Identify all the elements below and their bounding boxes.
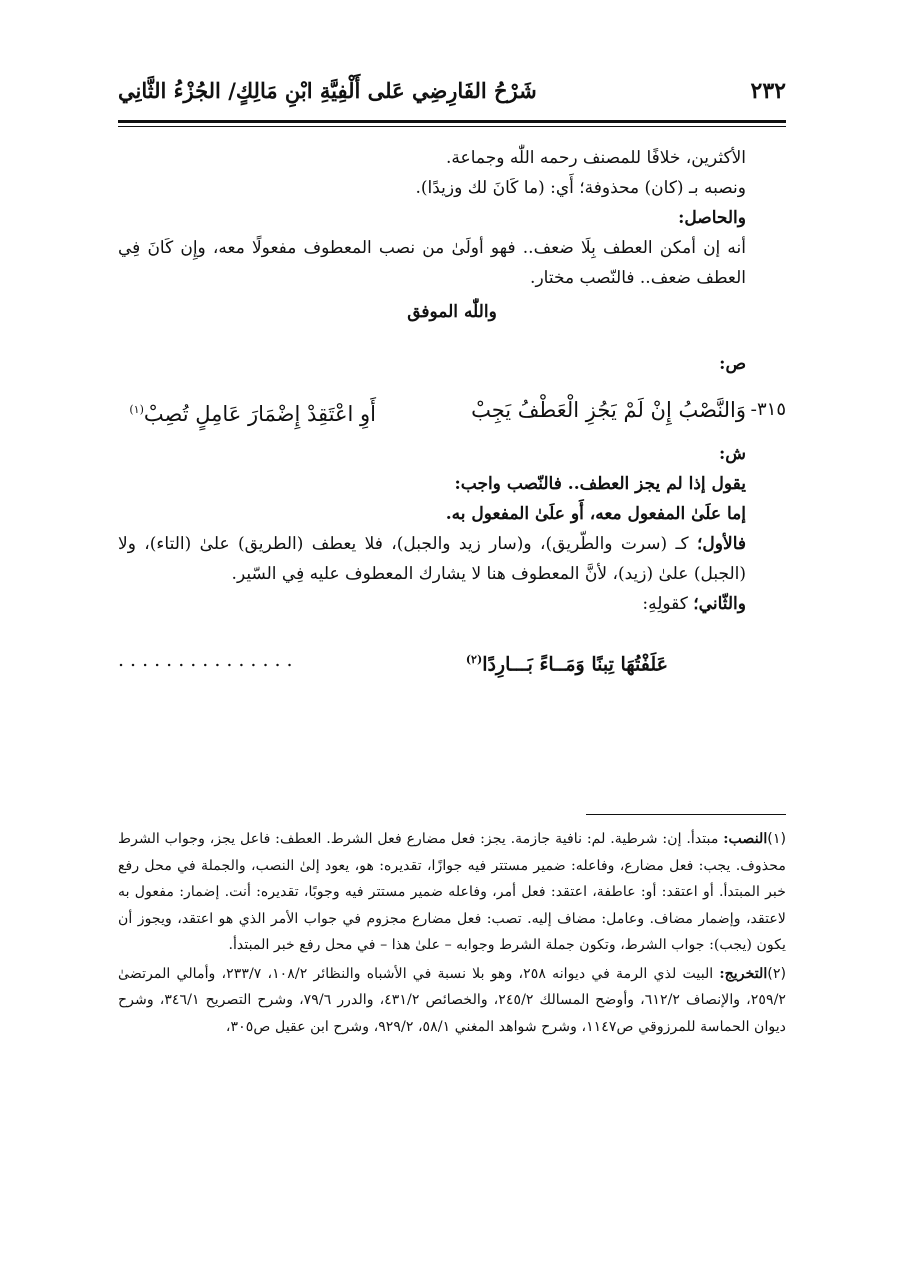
- verse-hemistich-2: أَوِ اعْتَقِدْ إِضْمَارَ عَامِلٍ تُصِبْ: [143, 402, 376, 426]
- verse-hemistich-1: وَالنَّصْبُ إِنْ لَمْ يَجُزِ الْعَطْفُ يَجِبْ: [471, 398, 746, 422]
- paragraph-first: [118, 529, 786, 589]
- first-label: فالأول؛: [697, 534, 746, 554]
- first-text: كـ (سرت والطّريق)، و(سار زيد والجبل)، فلا يعطف (الطريق) علىٰ (التاء)، ولا (الجبل) علىٰ (زيد)، لأنَّ المعطوف هنا لا يشارك المعطوف عليه فِي السّير.: [118, 534, 746, 584]
- footnote-ref-2: (٢): [465, 653, 483, 666]
- second-text: كقولِهِ:: [642, 594, 694, 614]
- heading-result: والحاصل:: [678, 208, 746, 228]
- verse-dots: ...............: [118, 649, 299, 671]
- footnote-2: [118, 961, 786, 1041]
- footnotes: [118, 826, 786, 1042]
- center-title: واللّٰه الموفق: [407, 302, 497, 322]
- text-line: ونصبه بـ (كان) محذوفة؛ أَي: (ما كَانَ لك وزيدًا).: [415, 178, 746, 198]
- running-header: [118, 70, 786, 120]
- quoted-verse-wrap: [466, 645, 668, 679]
- verse-hemistich-2-wrap: [129, 395, 376, 429]
- header-title: شَرْحُ الفَارِضِي عَلى أَلْفِيَّةِ ابْنِ مَالِكٍ/ الجُزْءُ الثَّانِي: [118, 78, 537, 103]
- page-number: ٢٣٢: [750, 78, 786, 104]
- footnote-key: التخريج:: [719, 965, 768, 982]
- quoted-verse: [118, 645, 786, 681]
- footnote-number: (٢): [767, 965, 786, 982]
- footnote-text: مبتدأ. إن: شرطية. لم: نافية جازمة. يجز: فعل مضارع فعل الشرط. العطف: فاعل يجز، وجواب الشرط محذوف. يجب: فعل مضارع، وفاعله: ضمير مستتر فيه جوازًا، تقديره: هو، يعود إلىٰ النصب، والجملة في محل رفع خبر المبتدأ. أو اعتقد: أو: عاطفة، اعتقد: فعل أمر، وفاعله ضمير مستتر فيه وجوبًا، تقديره: أنت. إضمار: مفعول به لاعتقد، وإضمار مضاف. وعامل: مضاف إليه. تصب: فعل مضارع مجزوم في جواب الأمر الذي هو اعتقد، ويجوز أن يكون (يجب): جواب الشرط، وتكون جملة الشرط وجوابه – علىٰ هذا – في محل رفع خبر المبتدأ.: [118, 831, 786, 953]
- footnote-1: [118, 826, 786, 959]
- text-line: الأكثرين، خلافًا للمصنف رحمه اللّٰه وجماعة.: [446, 148, 746, 168]
- bold-line: يقول إذا لم يجز العطف.. فالنّصب واجب:: [454, 474, 746, 494]
- second-label: والثّاني؛: [693, 594, 746, 614]
- footnote-number: (١): [767, 831, 786, 847]
- quoted-verse-text: عَلَفْتُهَا تِبنًا وَمَــاءً بَـــارِدًا: [482, 653, 668, 676]
- header-rule-thick: [118, 120, 786, 123]
- verse-number: ٣١٥-: [750, 399, 786, 420]
- footnote-text: البيت لذي الرمة في ديوانه ٢٥٨، وهو بلا نسبة في الأشباه والنظائر ١٠٨/٢، ٢٣٣/٧، وأمالي المرتضىٰ ٢٥٩/٢، والإنصاف ٦١٢/٢، وأوضح المسالك ٢٤٥/٢، والخصائص ٤٣١/٢، والدرر ٧٩/٦، وشرح التصريح ٣٤٦/١، وشرح ديوان الحماسة للمرزوقي ص١١٤٧، وشرح شواهد المغني ٥٨/١، ٩٢٩/٢، وشرح ابن عقيل ص٣٠٥،: [118, 965, 786, 1035]
- verse-315: [118, 395, 786, 435]
- header-rule-thin: [118, 126, 786, 127]
- bold-line: إما علَىٰ المفعول معه، أَو علَىٰ المفعول به.: [445, 504, 746, 524]
- footnote-key: النصب:: [723, 831, 768, 847]
- paragraph-result: أنه إن أمكن العطف بِلَا ضعف.. فهو أولَىٰ من نصب المعطوف مفعولًا معه، وإِن كَانَ فِي العطف ضعف.. فالنّصب مختار.: [118, 238, 746, 288]
- footnote-separator: [586, 814, 786, 815]
- sad-label: ص:: [719, 354, 746, 374]
- paragraph-second: [118, 589, 786, 619]
- shin-label: ش:: [718, 444, 746, 464]
- main-text: [118, 143, 786, 681]
- footnote-ref-1: (١): [129, 403, 144, 416]
